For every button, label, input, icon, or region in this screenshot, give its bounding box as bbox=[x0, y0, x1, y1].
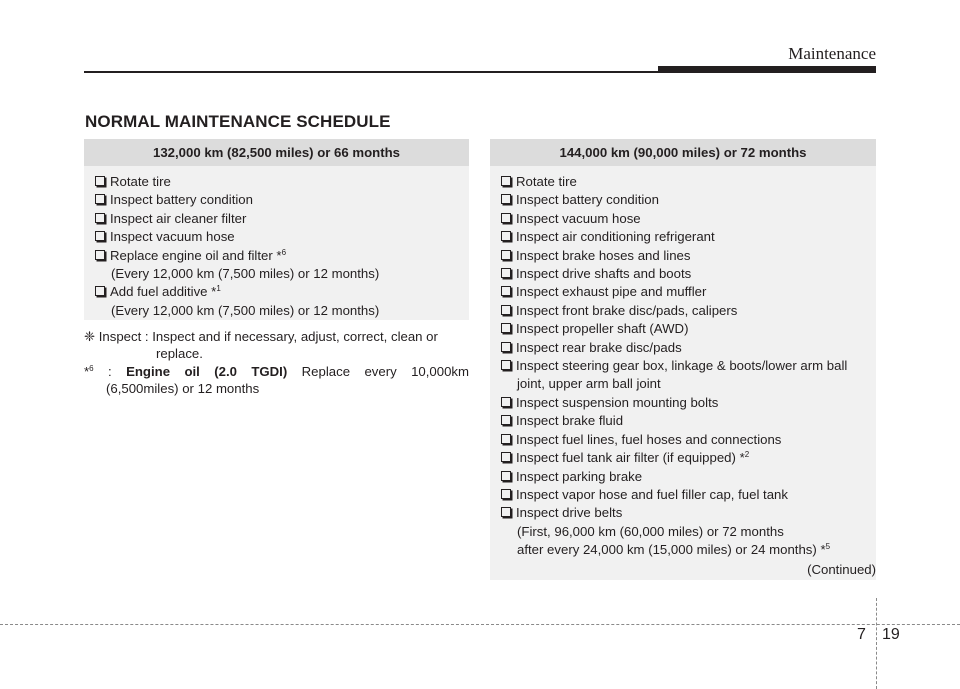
checkbox-icon bbox=[501, 489, 511, 499]
checklist-item bbox=[501, 357, 876, 375]
checklist-item bbox=[95, 173, 469, 191]
checklist-item bbox=[501, 228, 876, 246]
engine-oil-note bbox=[84, 364, 469, 397]
checklist-item bbox=[95, 210, 469, 228]
footnote-ref: 2 bbox=[744, 450, 750, 460]
checklist-item bbox=[501, 283, 876, 301]
checklist-item bbox=[501, 504, 876, 522]
checklist-item-continuation bbox=[95, 265, 469, 283]
checklist-item bbox=[501, 449, 876, 467]
checklist-item-text: (Every 12,000 km (7,500 miles) or 12 months) bbox=[111, 302, 380, 318]
checklist-item bbox=[95, 283, 469, 301]
footer-page-divider bbox=[876, 598, 877, 689]
checklist-item-continuation bbox=[501, 375, 876, 393]
checkbox-icon bbox=[501, 213, 511, 223]
section-title: Maintenance bbox=[788, 44, 876, 63]
engine-interval: Replace every 10,000km bbox=[301, 364, 470, 379]
checkbox-icon bbox=[501, 323, 511, 333]
checkbox-icon bbox=[501, 286, 511, 296]
chapter-number: 7 bbox=[857, 626, 866, 643]
inspect-note-line1 bbox=[84, 329, 469, 346]
checklist-item bbox=[501, 247, 876, 265]
checkbox-icon bbox=[501, 231, 511, 241]
checklist-item bbox=[501, 191, 876, 209]
checkbox-icon bbox=[501, 305, 511, 315]
engine-oil-note-line1 bbox=[84, 364, 469, 381]
checkbox-icon bbox=[95, 213, 105, 223]
page-number: 19 bbox=[882, 626, 900, 643]
checklist-item-text: joint, upper arm ball joint bbox=[517, 376, 661, 392]
inspect-note-line2: replace. bbox=[156, 345, 203, 361]
checklist-item bbox=[501, 320, 876, 338]
checklist-item-text: Inspect air cleaner filter bbox=[110, 210, 247, 226]
checklist-item-text: Inspect propeller shaft (AWD) bbox=[516, 321, 689, 337]
checklist-item-text: Add fuel additive * bbox=[110, 284, 217, 300]
checkbox-icon bbox=[501, 250, 511, 260]
checkbox-icon bbox=[501, 176, 511, 186]
panel-title: 144,000 km (90,000 miles) or 72 months bbox=[490, 139, 876, 166]
checklist-item bbox=[501, 431, 876, 449]
footnote-separator: : bbox=[108, 364, 112, 379]
checklist-item-text: (Every 12,000 km (7,500 miles) or 12 months) bbox=[111, 266, 380, 282]
checklist-item-text: Inspect front brake disc/pads, calipers bbox=[516, 302, 738, 318]
checkbox-icon bbox=[95, 286, 105, 296]
inspect-symbol-icon: ❈ bbox=[84, 329, 96, 344]
checklist-item-text: Inspect steering gear box, linkage & boots/lower arm ball bbox=[516, 358, 848, 374]
checkbox-icon bbox=[501, 360, 511, 370]
panel-title: 132,000 km (82,500 miles) or 66 months bbox=[84, 139, 469, 166]
schedule-panel-144000km bbox=[490, 139, 876, 580]
checklist-item-text: Replace engine oil and filter * bbox=[110, 247, 282, 263]
checklist-item-text: Inspect suspension mounting bolts bbox=[516, 394, 719, 410]
checklist-item-text: Inspect rear brake disc/pads bbox=[516, 339, 682, 355]
checklist-item-text: Inspect air conditioning refrigerant bbox=[516, 229, 715, 245]
checkbox-icon bbox=[95, 250, 105, 260]
schedule-panel-132000km bbox=[84, 139, 469, 320]
checkbox-icon bbox=[501, 434, 511, 444]
checklist-item bbox=[501, 339, 876, 357]
continued-label: (Continued) bbox=[807, 562, 876, 577]
checklist-item-text: Inspect drive belts bbox=[516, 505, 623, 521]
checklist-item-text: (First, 96,000 km (60,000 miles) or 72 months bbox=[517, 523, 784, 539]
checkbox-icon bbox=[95, 194, 105, 204]
checklist-item-text: Rotate tire bbox=[110, 174, 171, 189]
engine-label: Engine oil (2.0 TGDI) bbox=[126, 364, 288, 379]
checkbox-icon bbox=[501, 342, 511, 352]
checkbox-icon bbox=[95, 231, 105, 241]
footer-divider bbox=[0, 624, 960, 625]
checkbox-icon bbox=[501, 397, 511, 407]
checklist-item bbox=[95, 228, 469, 246]
checklist-item-text: Inspect vapor hose and fuel filler cap, fuel tank bbox=[516, 486, 788, 502]
checkbox-icon bbox=[501, 415, 511, 425]
checkbox-icon bbox=[501, 452, 511, 462]
checkbox-icon bbox=[501, 507, 511, 517]
checklist-item bbox=[501, 173, 876, 191]
checklist-item bbox=[95, 247, 469, 265]
footnote-mark: *$^6$ bbox=[84, 364, 94, 379]
checklist-item-text: Rotate tire bbox=[516, 174, 577, 189]
checklist bbox=[490, 166, 876, 560]
footnote-ref: 6 bbox=[281, 247, 287, 257]
header-rule-bar bbox=[658, 66, 876, 73]
checklist-item-text: Inspect fuel lines, fuel hoses and connections bbox=[516, 431, 782, 447]
inspect-definition: Inspect and if necessary, adjust, correct, clean or bbox=[152, 329, 438, 344]
checklist-item-text: Inspect fuel tank air filter (if equipped) * bbox=[516, 450, 745, 466]
checklist-item-text: Inspect battery condition bbox=[110, 192, 253, 208]
checkbox-icon bbox=[501, 268, 511, 278]
checklist-item bbox=[95, 191, 469, 209]
checklist-item bbox=[501, 302, 876, 320]
checklist-item bbox=[501, 412, 876, 430]
checkbox-icon bbox=[501, 471, 511, 481]
checklist-item-text: Inspect parking brake bbox=[516, 468, 643, 484]
footnote-ref: 1 bbox=[216, 284, 221, 294]
checklist-item bbox=[501, 210, 876, 228]
footnote-ref: 5 bbox=[825, 542, 831, 552]
page-heading: NORMAL MAINTENANCE SCHEDULE bbox=[85, 112, 391, 131]
checklist-item-text: Inspect battery condition bbox=[516, 192, 659, 208]
inspect-note bbox=[84, 329, 469, 362]
checklist-item-text: after every 24,000 km (15,000 miles) or 24 months) * bbox=[517, 542, 826, 558]
checklist-item-text: Inspect vacuum hose bbox=[110, 229, 235, 245]
checklist-item-text: Inspect brake fluid bbox=[516, 413, 624, 429]
checklist-item bbox=[501, 265, 876, 283]
header-rule bbox=[84, 71, 658, 73]
checklist-item bbox=[501, 394, 876, 412]
checkbox-icon bbox=[95, 176, 105, 186]
checklist-item-text: Inspect vacuum hose bbox=[516, 210, 641, 226]
inspect-label: Inspect : bbox=[98, 329, 149, 344]
checklist-item-text: Inspect brake hoses and lines bbox=[516, 247, 691, 263]
checklist-item-continuation bbox=[501, 523, 876, 541]
checklist-item-continuation bbox=[95, 302, 469, 320]
engine-oil-note-line2: (6,500miles) or 12 months bbox=[106, 380, 260, 396]
checkbox-icon bbox=[501, 194, 511, 204]
checklist-item-text: Inspect exhaust pipe and muffler bbox=[516, 284, 707, 300]
checklist-item bbox=[501, 468, 876, 486]
checklist-item-text: Inspect drive shafts and boots bbox=[516, 266, 692, 282]
checklist-item bbox=[501, 486, 876, 504]
checklist bbox=[84, 166, 469, 320]
checklist-item-continuation bbox=[501, 541, 876, 559]
